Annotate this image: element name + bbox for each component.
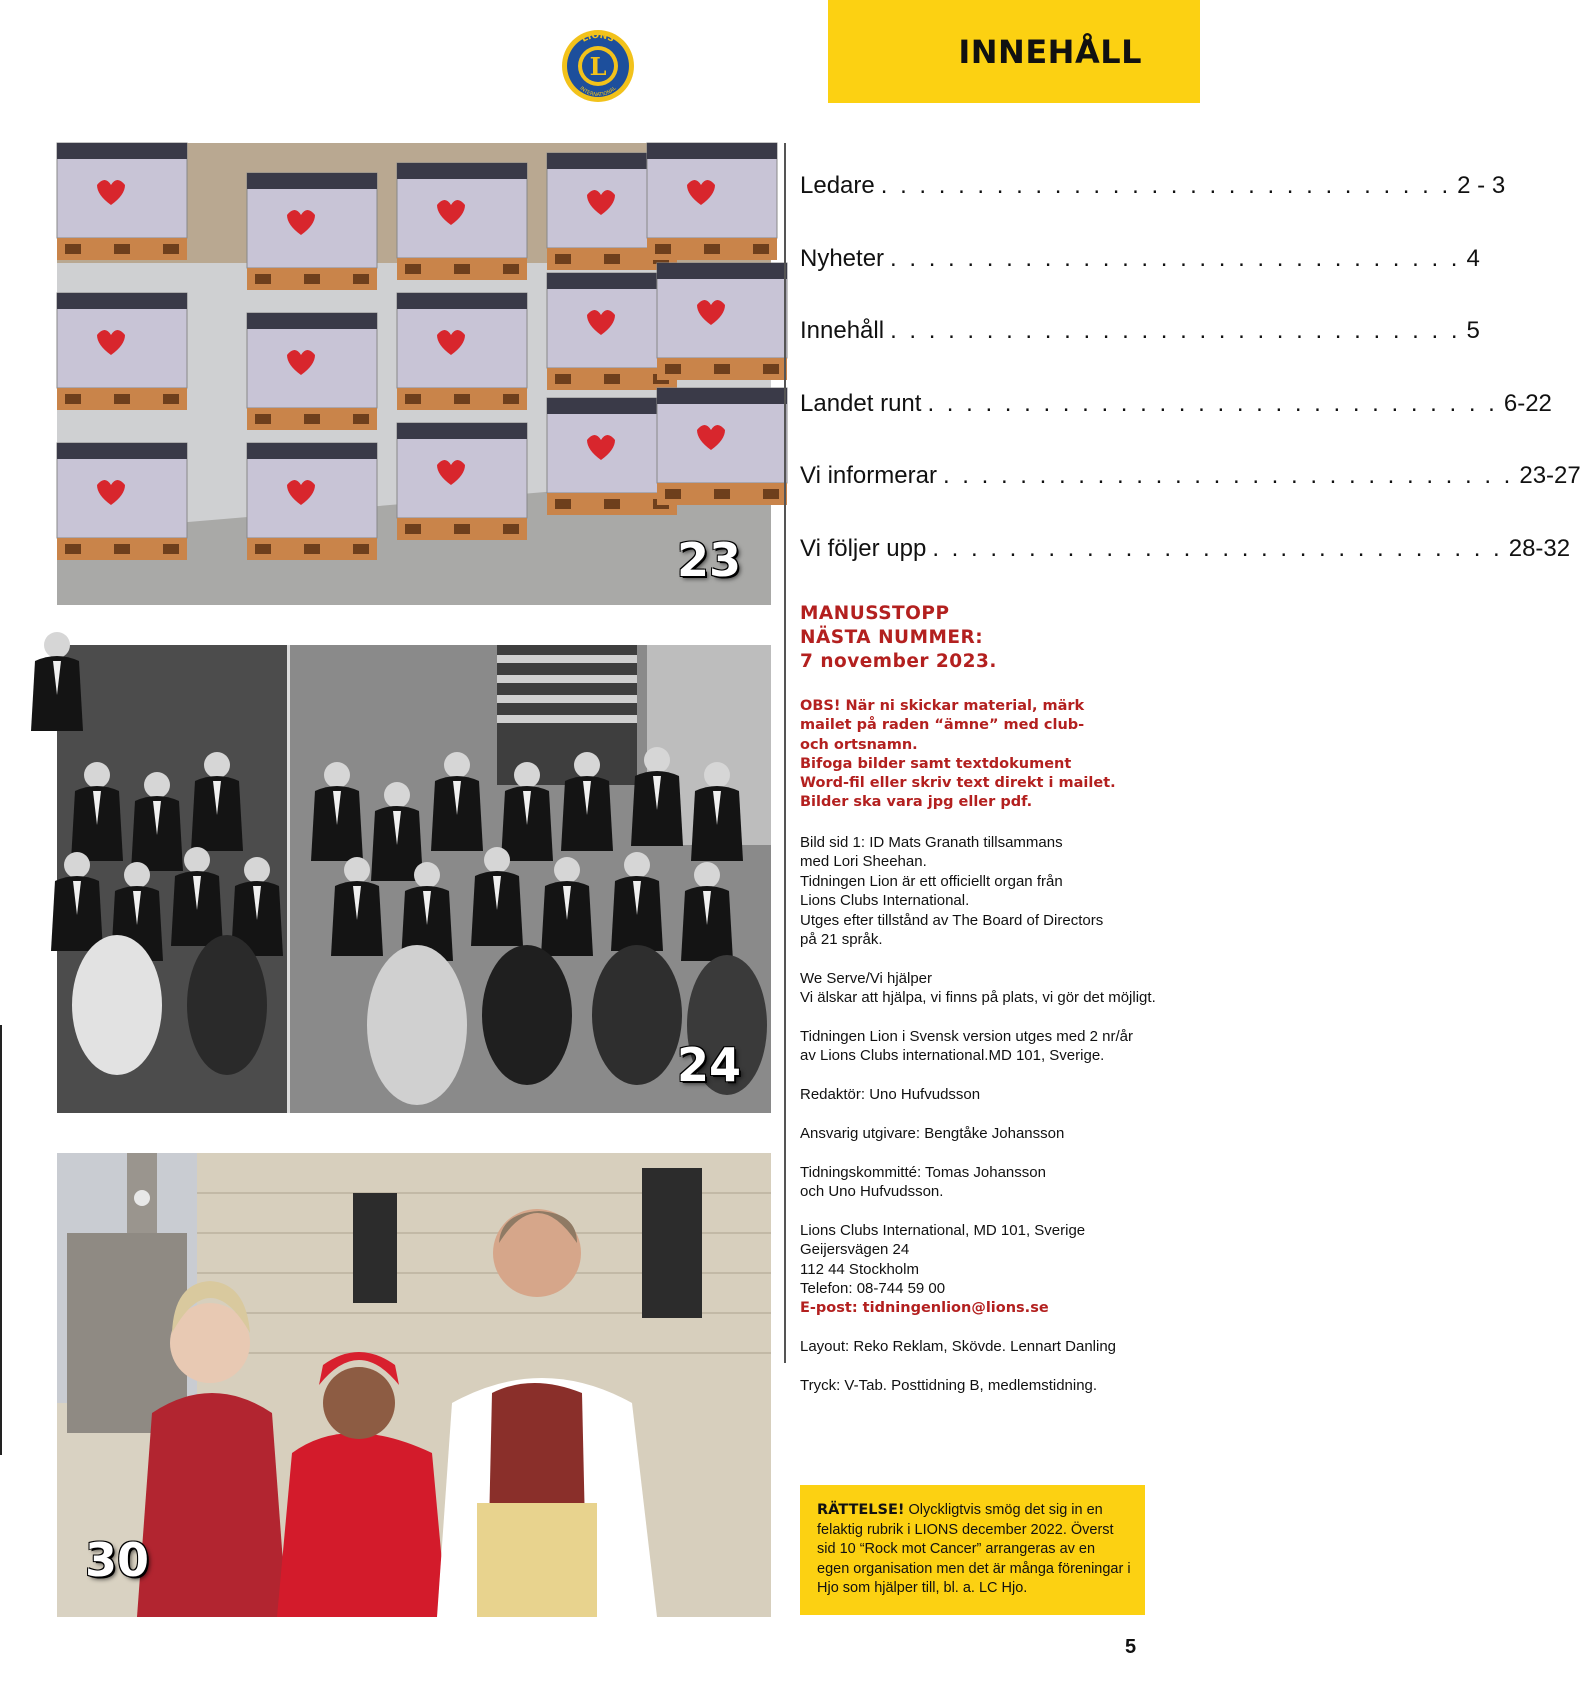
photo-page-number: 24: [677, 1038, 742, 1092]
logo-subtext: INTERNATIONAL: [578, 85, 618, 99]
submission-instructions: [800, 697, 1190, 813]
toc-leader: . . . . . . . . . . . . . . . . . . . . . . . . . . . . . .: [927, 389, 1498, 417]
photo-page-number: 30: [85, 1533, 150, 1587]
address: Lions Clubs International, MD 101, Sverige Geijersvägen 24 112 44 Stockholm Telefon: 08-744 59 00 E-post: tidningenlion@lions.se: [800, 1221, 1195, 1318]
toc-leader: . . . . . . . . . . . . . . . . . . . . . . . . . . . . . .: [890, 244, 1461, 272]
column-divider: [784, 143, 786, 1363]
toc-row[interactable]: [800, 172, 1506, 245]
layout-credit: Layout: Reko Reklam, Skövde. Lennart Danling: [800, 1338, 1117, 1356]
section-header: [828, 0, 1200, 103]
instruction-line: mailet på raden “ämne” med club-: [800, 717, 1085, 734]
committee: Tidningskommitté: Tomas Johansson och Uno Hufvudsson.: [800, 1163, 1046, 1201]
toc-row[interactable]: [800, 389, 1552, 463]
deadline-line: MANUSSTOPP: [800, 603, 950, 624]
photo-generators: [57, 143, 771, 605]
correction-text: Olyckligtvis smög det sig in en felaktig rubrik i LIONS december 2022. Överst sid 10 “Rock mot Cancer” arrangeras av en egen organisation men det är många föreningar i Hjo som hjälper till, bl. a. LC Hjo.: [817, 1502, 1131, 1596]
toc-leader: . . . . . . . . . . . . . . . . . . . . . . . . . . . . . .: [890, 317, 1461, 345]
toc-leader: . . . . . . . . . . . . . . . . . . . . . . . . . . . . . .: [880, 172, 1452, 199]
motto: We Serve/Vi hjälper Vi älskar att hjälpa, vi finns på plats, vi gör det möjligt.: [800, 969, 1156, 1007]
toc-pages: 6-22: [1503, 389, 1552, 417]
section-title: INNEHÅLL: [958, 32, 1142, 71]
instruction-line: och ortsnamn.: [800, 736, 918, 753]
lions-logo: [560, 28, 636, 104]
photo-page-number: 23: [677, 533, 742, 587]
toc-label: Vi informerar: [800, 462, 937, 490]
toc-label: Vi följer upp: [800, 534, 927, 562]
instruction-line: Word-fil eller skriv text direkt i mailet.: [800, 775, 1116, 792]
toc-pages: 23-27: [1519, 462, 1581, 490]
toc-label: Innehåll: [800, 317, 885, 345]
email-link[interactable]: E-post: tidningenlion@lions.se: [800, 1299, 1049, 1316]
toc-leader: . . . . . . . . . . . . . . . . . . . . . . . . . . . . . .: [942, 462, 1514, 490]
print-credit: Tryck: V-Tab. Posttidning B, medlemstidning.: [800, 1377, 1098, 1395]
editor: Redaktör: Uno Hufvudsson: [800, 1086, 981, 1104]
correction-box: [800, 1485, 1145, 1615]
deadline-date: 7 november 2023.: [800, 651, 997, 672]
deadline-line: NÄSTA NUMMER:: [800, 627, 984, 648]
toc-pages: 28-32: [1508, 534, 1571, 562]
toc-row[interactable]: [800, 462, 1581, 535]
toc-label: Landet runt: [800, 389, 922, 417]
toc-label: Ledare: [800, 172, 875, 199]
logo-text: LIONS: [580, 30, 616, 45]
cover-credit: Bild sid 1: ID Mats Granath tillsammans med Lori Sheehan. Tidningen Lion är ett officiellt organ från Lions Clubs International. Utges efter tillstånd av The Board of Directors på 21 språk.: [800, 834, 1104, 949]
colophon: [800, 833, 1195, 1415]
correction-heading: RÄTTELSE!: [817, 1502, 905, 1518]
photo-folk-costumes: [57, 1153, 771, 1617]
table-of-contents: [800, 172, 1581, 608]
toc-pages: 5: [1466, 317, 1480, 345]
publisher: Ansvarig utgivare: Bengtåke Johansson: [800, 1125, 1065, 1143]
logo-letter: L: [589, 52, 607, 81]
page-number: 5: [1125, 1636, 1137, 1658]
toc-row[interactable]: [800, 534, 1571, 608]
edge-mark: [0, 1025, 2, 1455]
instruction-line: Bifoga bilder samt textdokument: [800, 755, 1072, 772]
toc-label: Nyheter: [800, 244, 885, 272]
toc-pages: 2 - 3: [1457, 172, 1506, 199]
toc-row[interactable]: [800, 244, 1480, 318]
instruction-line: Bilder ska vara jpg eller pdf.: [800, 794, 1033, 811]
photo-historical-group: [57, 645, 771, 1113]
toc-leader: . . . . . . . . . . . . . . . . . . . . . . . . . . . . . .: [932, 534, 1503, 562]
toc-row[interactable]: [800, 317, 1480, 390]
edition-info: Tidningen Lion i Svensk version utges med 2 nr/år av Lions Clubs international.MD 101, Sverige.: [800, 1028, 1133, 1065]
instruction-line: OBS! När ni skickar material, märk: [800, 698, 1085, 714]
toc-pages: 4: [1466, 244, 1480, 272]
deadline-notice: [800, 602, 1160, 674]
